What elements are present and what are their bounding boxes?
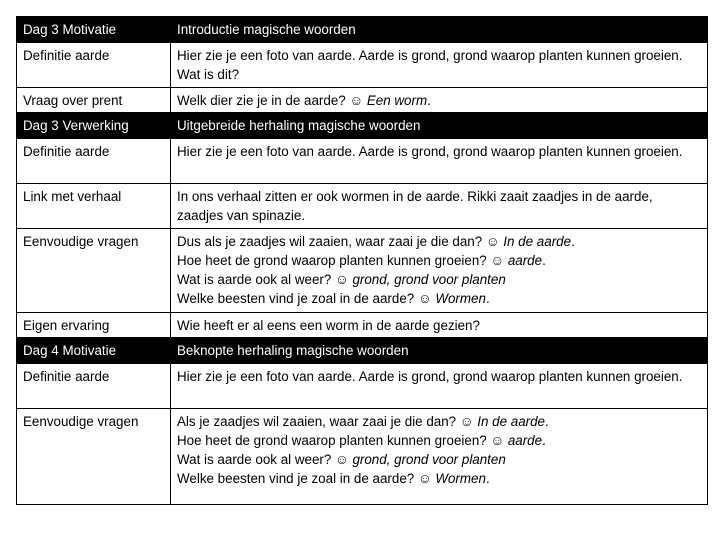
smiley-icon: ☺ [417, 291, 432, 306]
answer-text: aarde [504, 433, 543, 448]
row-content [171, 88, 708, 113]
content-text: In ons verhaal zitten er ook wormen in de aarde. Rikki zaait zaadjes in de aarde, zaadjes van spinazie. [177, 189, 653, 223]
content-text: Hier zie je een foto van aarde. Aarde is grond, grond waarop planten kunnen groeien. [177, 369, 683, 384]
question-line [177, 431, 701, 450]
smiley-icon: ☺ [485, 234, 500, 249]
table-row [17, 43, 708, 88]
answer-text: In de aarde [473, 414, 546, 429]
question-text: Welke beesten vind je zoal in de aarde? [177, 471, 418, 486]
question-text: Hoe heet de grond waarop planten kunnen groeien? [177, 253, 491, 268]
row-label: Definitie aarde [17, 139, 171, 184]
smiley-icon: ☺ [335, 452, 349, 467]
answer-tail: . [485, 291, 490, 306]
content-text: Hier zie je een foto van aarde. Aarde is grond, grond waarop planten kunnen groeien. Wat is dit? [177, 48, 683, 82]
row-content [171, 409, 708, 505]
answer-tail: . [571, 234, 575, 249]
row-content [171, 229, 708, 313]
section-header-topic: Uitgebreide herhaling magische woorden [171, 113, 708, 139]
answer-text: Een worm [363, 93, 428, 108]
table-row [17, 364, 708, 409]
answer-text: grond, grond voor planten [348, 272, 506, 287]
question-text: Als je zaadjes wil zaaien, waar zaai je die dan? [177, 414, 460, 429]
smiley-icon: ☺ [335, 272, 349, 287]
row-label: Eenvoudige vragen [17, 409, 171, 505]
section-header-day: Dag 3 Verwerking [17, 113, 171, 139]
row-label: Definitie aarde [17, 43, 171, 88]
question-text: Hoe heet de grond waarop planten kunnen groeien? [177, 433, 491, 448]
question-text: Wat is aarde ook al weer? [177, 272, 336, 287]
row-content [171, 313, 708, 338]
table-row [17, 139, 708, 184]
answer-text: grond, grond voor planten [348, 452, 506, 467]
question-line [177, 251, 701, 270]
table-row [17, 229, 708, 313]
answer-tail: . [542, 433, 546, 448]
answer-text: In de aarde [499, 234, 572, 249]
section-header [17, 113, 708, 139]
question-text: Welk dier zie je in de aarde? [177, 93, 350, 108]
section-header-day: Dag 3 Motivatie [17, 17, 171, 43]
section-header [17, 338, 708, 364]
section-header [17, 17, 708, 43]
table-row [17, 313, 708, 338]
smiley-icon: ☺ [459, 414, 474, 429]
smiley-icon: ☺ [490, 253, 505, 268]
answer-tail: . [485, 471, 490, 486]
section-header-topic: Introductie magische woorden [171, 17, 708, 43]
question-text: Welke beesten vind je zoal in de aarde? [177, 291, 418, 306]
section-header-day: Dag 4 Motivatie [17, 338, 171, 364]
question-line [177, 289, 701, 308]
table-row [17, 409, 708, 505]
row-content [171, 364, 708, 409]
row-content [171, 43, 708, 88]
answer-text: Wormen [431, 291, 486, 306]
smiley-icon: ☺ [490, 433, 505, 448]
question-line [177, 412, 701, 431]
question-line [177, 450, 701, 469]
content-text: Wie heeft er al eens een worm in de aarde gezien? [177, 318, 480, 333]
question-line [177, 91, 701, 110]
smiley-icon: ☺ [349, 93, 364, 108]
question-line [177, 469, 701, 488]
table-row [17, 88, 708, 113]
answer-tail: . [427, 93, 431, 108]
smiley-icon: ☺ [417, 471, 432, 486]
lesson-plan-table [16, 16, 708, 505]
answer-tail: . [542, 253, 546, 268]
row-label: Link met verhaal [17, 184, 171, 229]
row-label: Definitie aarde [17, 364, 171, 409]
row-label: Eenvoudige vragen [17, 229, 171, 313]
question-text: Wat is aarde ook al weer? [177, 452, 336, 467]
answer-tail: . [545, 414, 549, 429]
section-header-topic: Beknopte herhaling magische woorden [171, 338, 708, 364]
answer-text: Wormen [431, 471, 486, 486]
row-content [171, 139, 708, 184]
question-line [177, 232, 701, 251]
row-label: Vraag over prent [17, 88, 171, 113]
row-content [171, 184, 708, 229]
question-line [177, 270, 701, 289]
question-text: Dus als je zaadjes wil zaaien, waar zaai je die dan? [177, 234, 486, 249]
table-row [17, 184, 708, 229]
row-label: Eigen ervaring [17, 313, 171, 338]
content-text: Hier zie je een foto van aarde. Aarde is grond, grond waarop planten kunnen groeien. [177, 144, 683, 159]
answer-text: aarde [504, 253, 543, 268]
